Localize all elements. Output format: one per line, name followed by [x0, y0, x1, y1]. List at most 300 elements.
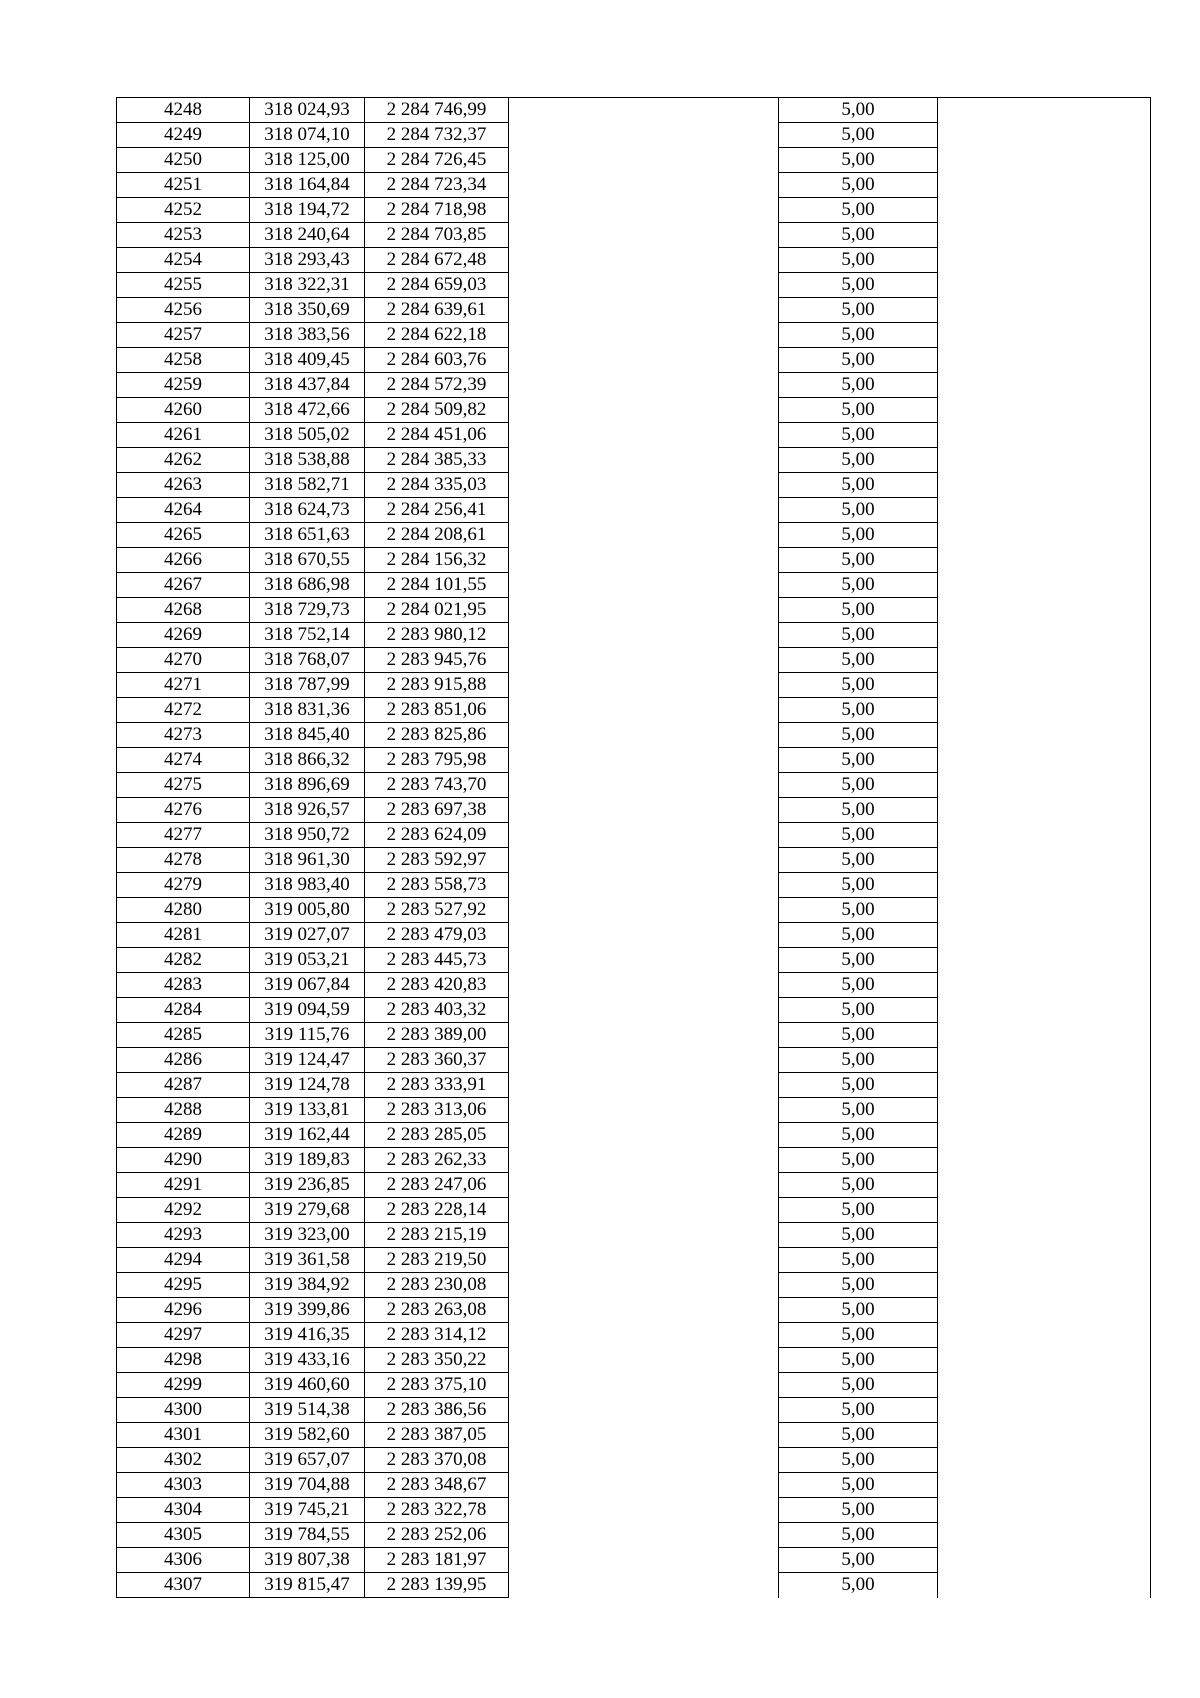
value-cell: 5,00 — [779, 998, 938, 1023]
empty-cell — [938, 1523, 1151, 1548]
blank-cell — [509, 748, 779, 773]
x-coordinate-cell: 319 416,35 — [250, 1323, 365, 1348]
point-number-cell: 4259 — [117, 373, 250, 398]
blank-cell — [509, 723, 779, 748]
table-row — [117, 1373, 1151, 1398]
x-coordinate-cell: 318 670,55 — [250, 548, 365, 573]
value-cell: 5,00 — [779, 1098, 938, 1123]
point-number-cell: 4279 — [117, 873, 250, 898]
x-coordinate-cell: 318 437,84 — [250, 373, 365, 398]
blank-cell — [509, 1323, 779, 1348]
x-coordinate-cell: 319 399,86 — [250, 1298, 365, 1323]
blank-cell — [509, 1123, 779, 1148]
y-coordinate-cell: 2 283 350,22 — [365, 1348, 509, 1373]
value-cell: 5,00 — [779, 1373, 938, 1398]
table-row — [117, 1248, 1151, 1273]
table-row — [117, 523, 1151, 548]
y-coordinate-cell: 2 283 795,98 — [365, 748, 509, 773]
empty-cell — [938, 1098, 1151, 1123]
y-coordinate-cell: 2 284 746,99 — [365, 98, 509, 123]
point-number-cell: 4278 — [117, 848, 250, 873]
value-cell: 5,00 — [779, 1248, 938, 1273]
y-coordinate-cell: 2 284 639,61 — [365, 298, 509, 323]
point-number-cell: 4253 — [117, 223, 250, 248]
value-cell: 5,00 — [779, 173, 938, 198]
x-coordinate-cell: 319 384,92 — [250, 1273, 365, 1298]
blank-cell — [509, 373, 779, 398]
empty-cell — [938, 1148, 1151, 1173]
table-row — [117, 998, 1151, 1023]
value-cell: 5,00 — [779, 948, 938, 973]
empty-cell — [938, 948, 1151, 973]
blank-cell — [509, 1273, 779, 1298]
blank-cell — [509, 148, 779, 173]
point-number-cell: 4298 — [117, 1348, 250, 1373]
y-coordinate-cell: 2 283 387,05 — [365, 1423, 509, 1448]
table-row — [117, 723, 1151, 748]
point-number-cell: 4302 — [117, 1448, 250, 1473]
point-number-cell: 4292 — [117, 1198, 250, 1223]
y-coordinate-cell: 2 283 370,08 — [365, 1448, 509, 1473]
empty-cell — [938, 273, 1151, 298]
value-cell: 5,00 — [779, 1198, 938, 1223]
table-row — [117, 198, 1151, 223]
point-number-cell: 4294 — [117, 1248, 250, 1273]
x-coordinate-cell: 319 657,07 — [250, 1448, 365, 1473]
empty-cell — [938, 1548, 1151, 1573]
x-coordinate-cell: 318 164,84 — [250, 173, 365, 198]
y-coordinate-cell: 2 283 252,06 — [365, 1523, 509, 1548]
blank-cell — [509, 773, 779, 798]
y-coordinate-cell: 2 283 825,86 — [365, 723, 509, 748]
value-cell: 5,00 — [779, 1348, 938, 1373]
x-coordinate-cell: 319 053,21 — [250, 948, 365, 973]
y-coordinate-cell: 2 284 723,34 — [365, 173, 509, 198]
x-coordinate-cell: 318 926,57 — [250, 798, 365, 823]
table-row — [117, 323, 1151, 348]
x-coordinate-cell: 319 323,00 — [250, 1223, 365, 1248]
table-row — [117, 873, 1151, 898]
table-row — [117, 1073, 1151, 1098]
x-coordinate-cell: 318 752,14 — [250, 623, 365, 648]
y-coordinate-cell: 2 283 592,97 — [365, 848, 509, 873]
x-coordinate-cell: 319 005,80 — [250, 898, 365, 923]
point-number-cell: 4281 — [117, 923, 250, 948]
y-coordinate-cell: 2 283 262,33 — [365, 1148, 509, 1173]
value-cell: 5,00 — [779, 848, 938, 873]
blank-cell — [509, 1573, 779, 1598]
y-coordinate-cell: 2 283 230,08 — [365, 1273, 509, 1298]
value-cell: 5,00 — [779, 498, 938, 523]
value-cell: 5,00 — [779, 973, 938, 998]
empty-cell — [938, 823, 1151, 848]
coordinates-table-body — [117, 98, 1151, 1598]
table-row — [117, 648, 1151, 673]
value-cell: 5,00 — [779, 1548, 938, 1573]
point-number-cell: 4305 — [117, 1523, 250, 1548]
table-row — [117, 1548, 1151, 1573]
y-coordinate-cell: 2 283 219,50 — [365, 1248, 509, 1273]
empty-cell — [938, 1173, 1151, 1198]
value-cell: 5,00 — [779, 773, 938, 798]
value-cell: 5,00 — [779, 1073, 938, 1098]
x-coordinate-cell: 318 538,88 — [250, 448, 365, 473]
y-coordinate-cell: 2 284 156,32 — [365, 548, 509, 573]
y-coordinate-cell: 2 284 451,06 — [365, 423, 509, 448]
blank-cell — [509, 1223, 779, 1248]
empty-cell — [938, 848, 1151, 873]
x-coordinate-cell: 319 067,84 — [250, 973, 365, 998]
blank-cell — [509, 98, 779, 123]
empty-cell — [938, 98, 1151, 123]
value-cell: 5,00 — [779, 398, 938, 423]
point-number-cell: 4264 — [117, 498, 250, 523]
point-number-cell: 4255 — [117, 273, 250, 298]
x-coordinate-cell: 318 950,72 — [250, 823, 365, 848]
point-number-cell: 4284 — [117, 998, 250, 1023]
point-number-cell: 4283 — [117, 973, 250, 998]
table-row — [117, 348, 1151, 373]
point-number-cell: 4307 — [117, 1573, 250, 1598]
empty-cell — [938, 298, 1151, 323]
value-cell: 5,00 — [779, 423, 938, 448]
blank-cell — [509, 448, 779, 473]
table-row — [117, 148, 1151, 173]
empty-cell — [938, 673, 1151, 698]
table-row — [117, 1573, 1151, 1598]
point-number-cell: 4258 — [117, 348, 250, 373]
table-row — [117, 1423, 1151, 1448]
table-row — [117, 623, 1151, 648]
empty-cell — [938, 1123, 1151, 1148]
table-row — [117, 1023, 1151, 1048]
point-number-cell: 4300 — [117, 1398, 250, 1423]
table-row — [117, 248, 1151, 273]
blank-cell — [509, 198, 779, 223]
point-number-cell: 4269 — [117, 623, 250, 648]
y-coordinate-cell: 2 283 386,56 — [365, 1398, 509, 1423]
point-number-cell: 4268 — [117, 598, 250, 623]
x-coordinate-cell: 318 686,98 — [250, 573, 365, 598]
y-coordinate-cell: 2 284 718,98 — [365, 198, 509, 223]
y-coordinate-cell: 2 283 228,14 — [365, 1198, 509, 1223]
blank-cell — [509, 948, 779, 973]
empty-cell — [938, 1348, 1151, 1373]
empty-cell — [938, 573, 1151, 598]
point-number-cell: 4275 — [117, 773, 250, 798]
point-number-cell: 4290 — [117, 1148, 250, 1173]
x-coordinate-cell: 319 460,60 — [250, 1373, 365, 1398]
empty-cell — [938, 1023, 1151, 1048]
empty-cell — [938, 1048, 1151, 1073]
blank-cell — [509, 598, 779, 623]
empty-cell — [938, 748, 1151, 773]
y-coordinate-cell: 2 283 743,70 — [365, 773, 509, 798]
value-cell: 5,00 — [779, 873, 938, 898]
value-cell: 5,00 — [779, 673, 938, 698]
x-coordinate-cell: 319 133,81 — [250, 1098, 365, 1123]
y-coordinate-cell: 2 284 335,03 — [365, 473, 509, 498]
empty-cell — [938, 1223, 1151, 1248]
x-coordinate-cell: 318 896,69 — [250, 773, 365, 798]
value-cell: 5,00 — [779, 1048, 938, 1073]
blank-cell — [509, 573, 779, 598]
blank-cell — [509, 1248, 779, 1273]
blank-cell — [509, 1498, 779, 1523]
y-coordinate-cell: 2 284 672,48 — [365, 248, 509, 273]
table-row — [117, 1173, 1151, 1198]
point-number-cell: 4299 — [117, 1373, 250, 1398]
empty-cell — [938, 1198, 1151, 1223]
x-coordinate-cell: 319 704,88 — [250, 1473, 365, 1498]
value-cell: 5,00 — [779, 1573, 938, 1598]
value-cell: 5,00 — [779, 1148, 938, 1173]
y-coordinate-cell: 2 283 333,91 — [365, 1073, 509, 1098]
blank-cell — [509, 1073, 779, 1098]
point-number-cell: 4293 — [117, 1223, 250, 1248]
x-coordinate-cell: 318 983,40 — [250, 873, 365, 898]
x-coordinate-cell: 319 027,07 — [250, 923, 365, 948]
x-coordinate-cell: 319 124,47 — [250, 1048, 365, 1073]
x-coordinate-cell: 319 236,85 — [250, 1173, 365, 1198]
empty-cell — [938, 423, 1151, 448]
y-coordinate-cell: 2 283 403,32 — [365, 998, 509, 1023]
blank-cell — [509, 623, 779, 648]
table-row — [117, 598, 1151, 623]
point-number-cell: 4285 — [117, 1023, 250, 1048]
value-cell: 5,00 — [779, 198, 938, 223]
value-cell: 5,00 — [779, 923, 938, 948]
blank-cell — [509, 848, 779, 873]
y-coordinate-cell: 2 283 263,08 — [365, 1298, 509, 1323]
point-number-cell: 4256 — [117, 298, 250, 323]
blank-cell — [509, 1023, 779, 1048]
point-number-cell: 4282 — [117, 948, 250, 973]
y-coordinate-cell: 2 283 479,03 — [365, 923, 509, 948]
blank-cell — [509, 923, 779, 948]
point-number-cell: 4267 — [117, 573, 250, 598]
point-number-cell: 4306 — [117, 1548, 250, 1573]
empty-cell — [938, 548, 1151, 573]
value-cell: 5,00 — [779, 898, 938, 923]
y-coordinate-cell: 2 284 572,39 — [365, 373, 509, 398]
point-number-cell: 4274 — [117, 748, 250, 773]
table-row — [117, 923, 1151, 948]
table-row — [117, 223, 1151, 248]
x-coordinate-cell: 319 745,21 — [250, 1498, 365, 1523]
blank-cell — [509, 1523, 779, 1548]
value-cell: 5,00 — [779, 123, 938, 148]
y-coordinate-cell: 2 283 375,10 — [365, 1373, 509, 1398]
value-cell: 5,00 — [779, 1523, 938, 1548]
x-coordinate-cell: 319 433,16 — [250, 1348, 365, 1373]
table-row — [117, 698, 1151, 723]
y-coordinate-cell: 2 283 360,37 — [365, 1048, 509, 1073]
empty-cell — [938, 148, 1151, 173]
table-row — [117, 1323, 1151, 1348]
empty-cell — [938, 223, 1151, 248]
blank-cell — [509, 1048, 779, 1073]
point-number-cell: 4250 — [117, 148, 250, 173]
value-cell: 5,00 — [779, 1273, 938, 1298]
y-coordinate-cell: 2 284 509,82 — [365, 398, 509, 423]
point-number-cell: 4286 — [117, 1048, 250, 1073]
y-coordinate-cell: 2 284 622,18 — [365, 323, 509, 348]
blank-cell — [509, 1148, 779, 1173]
empty-cell — [938, 923, 1151, 948]
blank-cell — [509, 873, 779, 898]
table-row — [117, 98, 1151, 123]
value-cell: 5,00 — [779, 248, 938, 273]
x-coordinate-cell: 318 293,43 — [250, 248, 365, 273]
blank-cell — [509, 273, 779, 298]
table-row — [117, 748, 1151, 773]
blank-cell — [509, 123, 779, 148]
table-row — [117, 298, 1151, 323]
table-row — [117, 173, 1151, 198]
blank-cell — [509, 548, 779, 573]
empty-cell — [938, 348, 1151, 373]
y-coordinate-cell: 2 283 945,76 — [365, 648, 509, 673]
value-cell: 5,00 — [779, 1423, 938, 1448]
blank-cell — [509, 473, 779, 498]
blank-cell — [509, 223, 779, 248]
y-coordinate-cell: 2 284 726,45 — [365, 148, 509, 173]
table-row — [117, 1498, 1151, 1523]
empty-cell — [938, 173, 1151, 198]
empty-cell — [938, 873, 1151, 898]
empty-cell — [938, 973, 1151, 998]
value-cell: 5,00 — [779, 1123, 938, 1148]
value-cell: 5,00 — [779, 273, 938, 298]
empty-cell — [938, 523, 1151, 548]
y-coordinate-cell: 2 283 445,73 — [365, 948, 509, 973]
x-coordinate-cell: 319 279,68 — [250, 1198, 365, 1223]
x-coordinate-cell: 318 866,32 — [250, 748, 365, 773]
empty-cell — [938, 473, 1151, 498]
empty-cell — [938, 598, 1151, 623]
coordinates-table — [116, 97, 1151, 1598]
blank-cell — [509, 523, 779, 548]
table-row — [117, 1273, 1151, 1298]
value-cell: 5,00 — [779, 748, 938, 773]
blank-cell — [509, 173, 779, 198]
point-number-cell: 4276 — [117, 798, 250, 823]
x-coordinate-cell: 318 831,36 — [250, 698, 365, 723]
y-coordinate-cell: 2 283 420,83 — [365, 973, 509, 998]
x-coordinate-cell: 319 162,44 — [250, 1123, 365, 1148]
blank-cell — [509, 973, 779, 998]
x-coordinate-cell: 318 472,66 — [250, 398, 365, 423]
value-cell: 5,00 — [779, 648, 938, 673]
table-row — [117, 273, 1151, 298]
point-number-cell: 4248 — [117, 98, 250, 123]
table-row — [117, 823, 1151, 848]
y-coordinate-cell: 2 284 256,41 — [365, 498, 509, 523]
blank-cell — [509, 673, 779, 698]
x-coordinate-cell: 319 124,78 — [250, 1073, 365, 1098]
y-coordinate-cell: 2 283 313,06 — [365, 1098, 509, 1123]
table-row — [117, 1473, 1151, 1498]
blank-cell — [509, 398, 779, 423]
blank-cell — [509, 898, 779, 923]
x-coordinate-cell: 319 784,55 — [250, 1523, 365, 1548]
point-number-cell: 4295 — [117, 1273, 250, 1298]
table-row — [117, 973, 1151, 998]
point-number-cell: 4297 — [117, 1323, 250, 1348]
table-row — [117, 773, 1151, 798]
blank-cell — [509, 1473, 779, 1498]
table-row — [117, 423, 1151, 448]
x-coordinate-cell: 318 651,63 — [250, 523, 365, 548]
point-number-cell: 4296 — [117, 1298, 250, 1323]
x-coordinate-cell: 319 514,38 — [250, 1398, 365, 1423]
value-cell: 5,00 — [779, 1298, 938, 1323]
point-number-cell: 4266 — [117, 548, 250, 573]
point-number-cell: 4288 — [117, 1098, 250, 1123]
value-cell: 5,00 — [779, 1398, 938, 1423]
x-coordinate-cell: 318 409,45 — [250, 348, 365, 373]
y-coordinate-cell: 2 283 624,09 — [365, 823, 509, 848]
value-cell: 5,00 — [779, 548, 938, 573]
blank-cell — [509, 1548, 779, 1573]
table-row — [117, 398, 1151, 423]
point-number-cell: 4260 — [117, 398, 250, 423]
blank-cell — [509, 1423, 779, 1448]
point-number-cell: 4280 — [117, 898, 250, 923]
value-cell: 5,00 — [779, 698, 938, 723]
point-number-cell: 4272 — [117, 698, 250, 723]
empty-cell — [938, 1298, 1151, 1323]
x-coordinate-cell: 318 074,10 — [250, 123, 365, 148]
blank-cell — [509, 1398, 779, 1423]
blank-cell — [509, 1373, 779, 1398]
empty-cell — [938, 1073, 1151, 1098]
table-row — [117, 1048, 1151, 1073]
blank-cell — [509, 823, 779, 848]
value-cell: 5,00 — [779, 298, 938, 323]
table-row — [117, 548, 1151, 573]
point-number-cell: 4262 — [117, 448, 250, 473]
empty-cell — [938, 648, 1151, 673]
empty-cell — [938, 798, 1151, 823]
table-row — [117, 123, 1151, 148]
empty-cell — [938, 123, 1151, 148]
blank-cell — [509, 1098, 779, 1123]
value-cell: 5,00 — [779, 1223, 938, 1248]
x-coordinate-cell: 318 383,56 — [250, 323, 365, 348]
value-cell: 5,00 — [779, 148, 938, 173]
point-number-cell: 4303 — [117, 1473, 250, 1498]
blank-cell — [509, 698, 779, 723]
table-row — [117, 1148, 1151, 1173]
value-cell: 5,00 — [779, 373, 938, 398]
x-coordinate-cell: 318 787,99 — [250, 673, 365, 698]
value-cell: 5,00 — [779, 448, 938, 473]
x-coordinate-cell: 319 807,38 — [250, 1548, 365, 1573]
point-number-cell: 4287 — [117, 1073, 250, 1098]
y-coordinate-cell: 2 283 139,95 — [365, 1573, 509, 1598]
table-row — [117, 1523, 1151, 1548]
value-cell: 5,00 — [779, 573, 938, 598]
y-coordinate-cell: 2 283 558,73 — [365, 873, 509, 898]
empty-cell — [938, 773, 1151, 798]
value-cell: 5,00 — [779, 473, 938, 498]
y-coordinate-cell: 2 284 101,55 — [365, 573, 509, 598]
value-cell: 5,00 — [779, 723, 938, 748]
empty-cell — [938, 1448, 1151, 1473]
x-coordinate-cell: 318 194,72 — [250, 198, 365, 223]
